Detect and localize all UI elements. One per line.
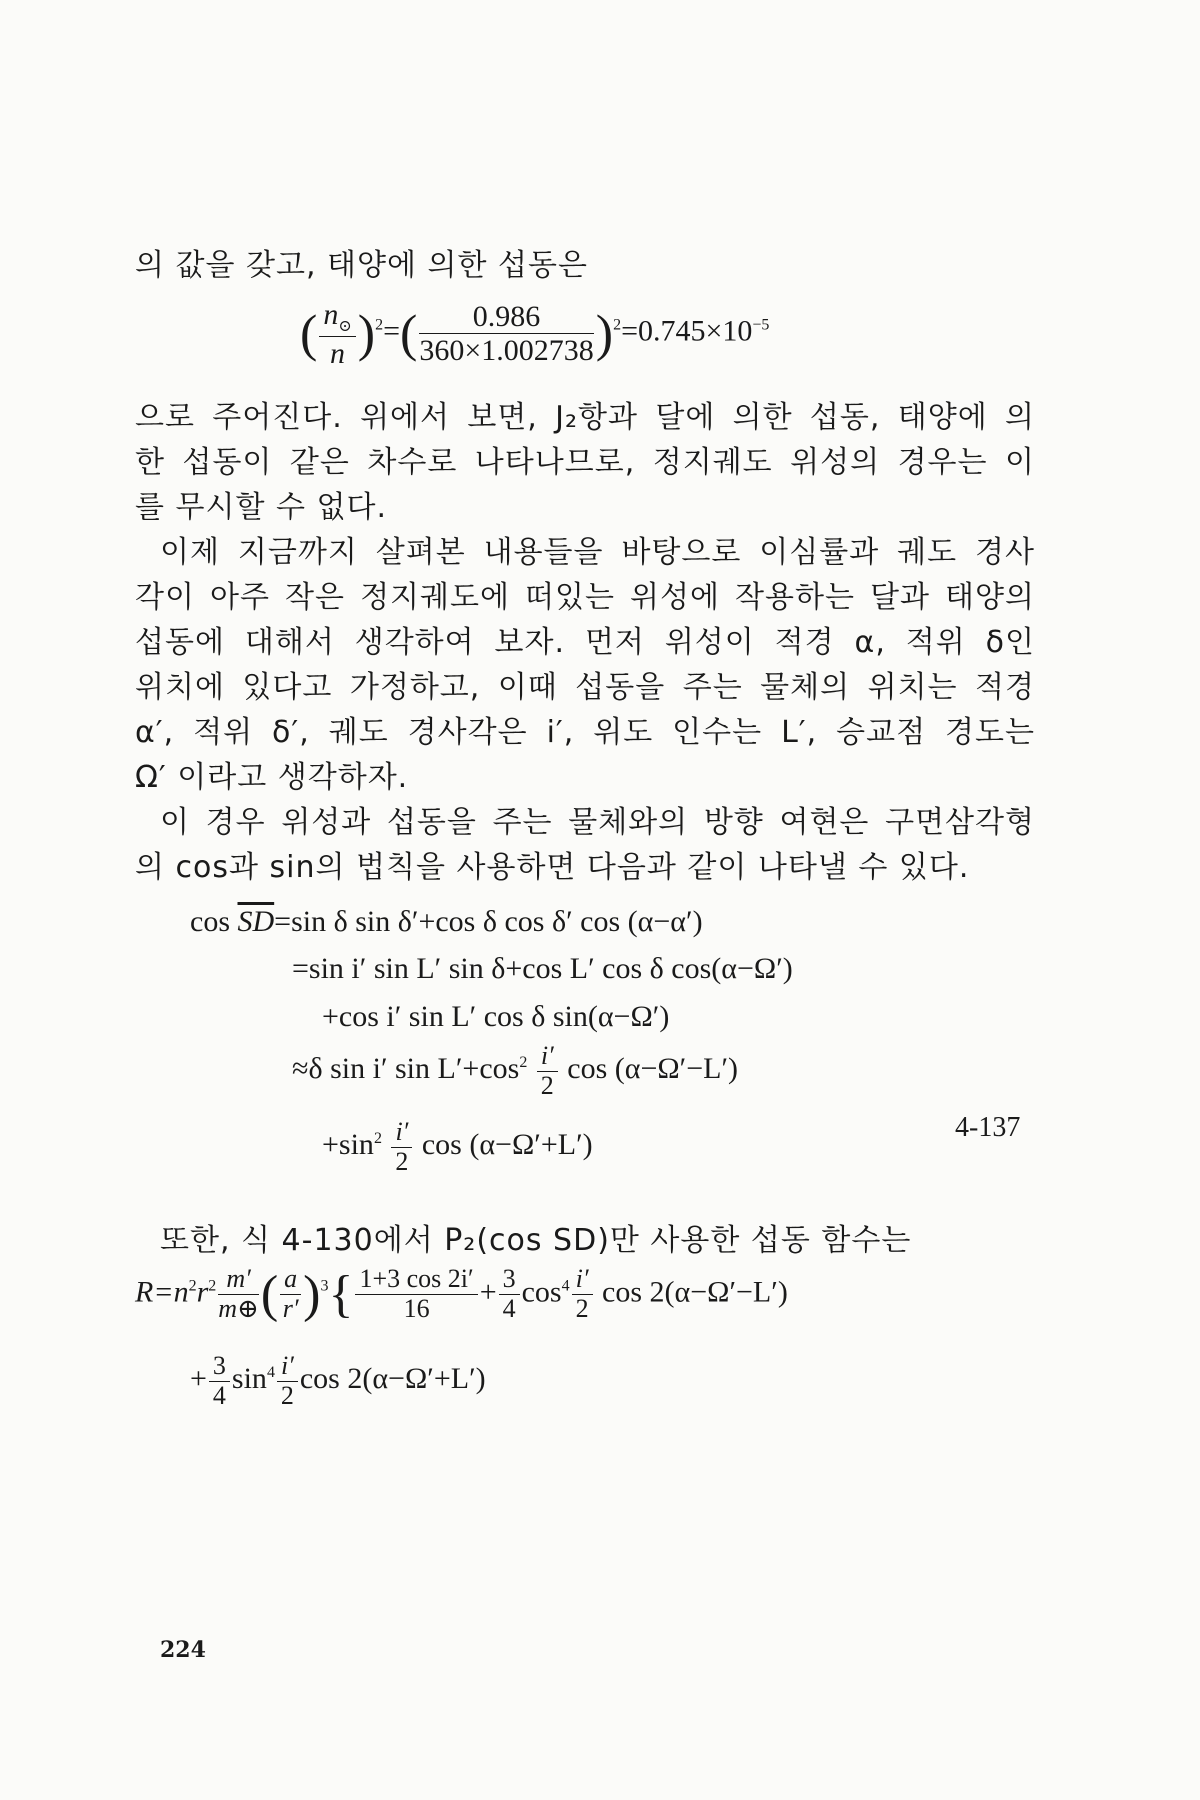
para1-line-1: 으로 주어진다. 위에서 보면, J₂항과 달에 의한 섭동, 태양에 의 <box>135 400 1035 435</box>
text-line-perturbation-function: 또한, 식 4-130에서 P₂(cos SD)만 사용한 섭동 함수는 <box>160 1223 912 1258</box>
fraction-n-sun: $\frac{n_⊙}{n}$ <box>319 298 355 370</box>
equation-number-4-137: 4-137 <box>955 1112 1021 1143</box>
para2-line-3: 섭동에 대해서 생각하여 보자. 먼저 위성이 적경 α, 적위 δ인 <box>135 625 1035 660</box>
para3-line-2: 의 cos과 sin의 법칙을 사용하면 다음과 같이 나타낼 수 있다. <box>135 850 970 885</box>
eq137-line-2: =sin i′ sin L′ sin δ+cos L′ cos δ cos(α−Ω′) <box>292 952 793 985</box>
eqR-line-2: + $\frac{3}{4}$ $\sin^4$ $\frac{i'}{2}$ cos 2(α−Ω′+L′) <box>190 1351 486 1410</box>
para2-line-2: 각이 아주 작은 정지궤도에 떠있는 위성에 작용하는 달과 태양의 <box>135 580 1035 615</box>
eq137-line-3: +cos i′ sin L′ cos δ sin(α−Ω′) <box>322 1000 670 1033</box>
equation-sun-perturbation: ( $\frac{n_⊙}{n}$ )$^2$=( $\frac{0.986}{360\times 1.002738}$ )$^2=0.745\times 10^{-5}$ <box>300 298 770 370</box>
para2-line-4: 위치에 있다고 가정하고, 이때 섭동을 주는 물체의 위치는 적경 <box>135 670 1035 705</box>
eq137-line-4: ≈δ sin i′ $\sin L'+\cos^2$ $\frac{i'}{2}$ cos (α−Ω′−L′) <box>292 1041 739 1100</box>
para2-line-6: Ω′ 이라고 생각하자. <box>135 760 409 795</box>
para2-line-1: 이제 지금까지 살펴본 내용들을 바탕으로 이심률과 궤도 경사 <box>160 535 1035 570</box>
eq137-line-1: $\cos \overline{SD}=\sin$ δ sin δ′+cos δ cos δ′ cos (α−α′) <box>190 905 703 938</box>
para1-line-3: 를 무시할 수 없다. <box>135 490 388 525</box>
para2-line-5: α′, 적위 δ′, 궤도 경사각은 i′, 위도 인수는 L′, 승교점 경도는 <box>135 715 1035 750</box>
eq137-line-5: $+\sin^2$ $\frac{i'}{2}$ cos (α−Ω′+L′) <box>322 1117 593 1176</box>
page-number: 224 <box>160 1637 206 1663</box>
fraction-rate: $\frac{0.986}{360\times 1.002738}$ <box>419 300 594 368</box>
para1-line-2: 한 섭동이 같은 차수로 나타나므로, 정지궤도 위성의 경우는 이 <box>135 445 1035 480</box>
text-line-1: 의 값을 갖고, 태양에 의한 섭동은 <box>135 248 588 283</box>
eqR-line-1: $R=n^2r^2$ $\frac{m'}{m\oplus}$ ( $\frac{a}{r'}$ )$^3${ $\frac{1+3 \cos 2i'}{16}$ + $\frac{3}{4}$ $\cos^4$ $\frac{i'}{2}$ cos 2(α−Ω′−L′) <box>135 1264 788 1323</box>
para3-line-1: 이 경우 위성과 섭동을 주는 물체와의 방향 여현은 구면삼각형 <box>160 805 1035 840</box>
